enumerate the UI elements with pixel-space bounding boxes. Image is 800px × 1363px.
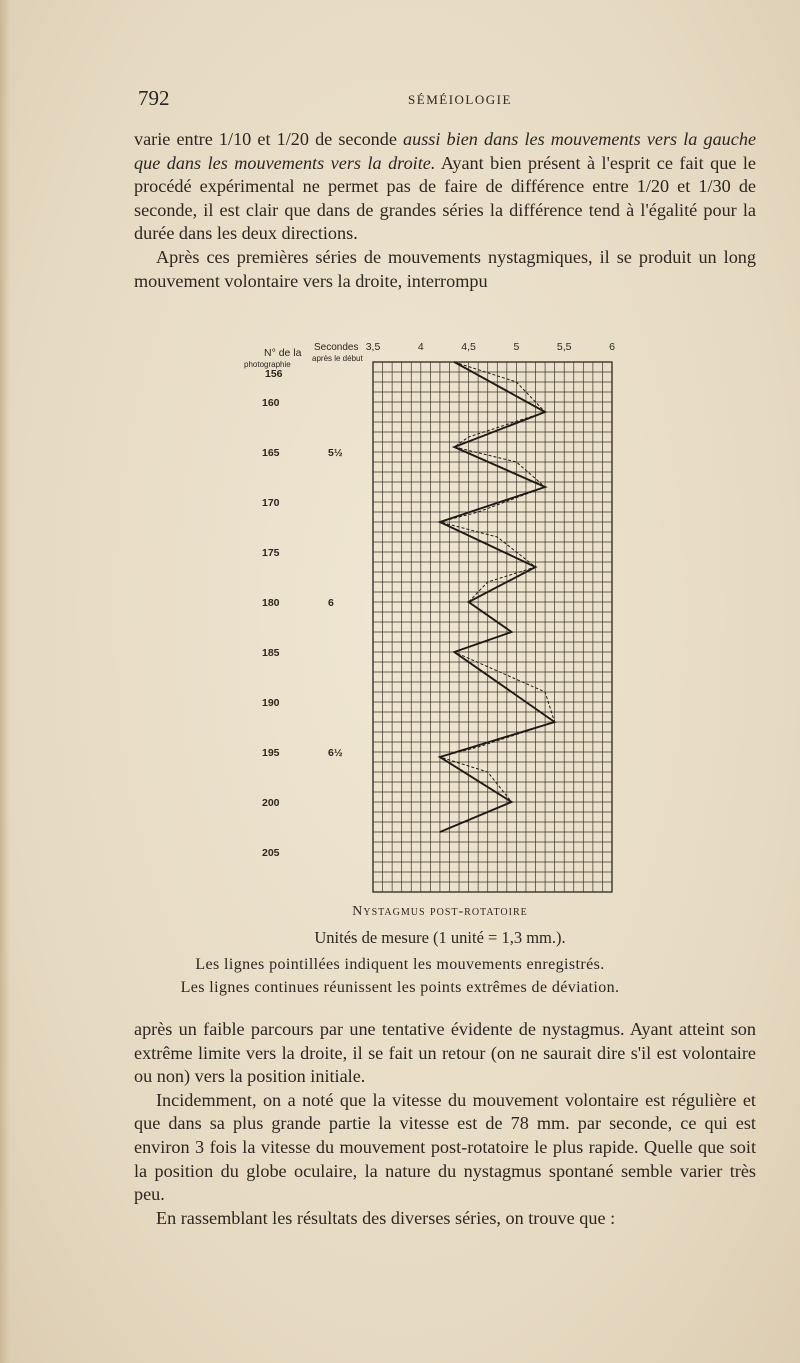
running-head: SÉMÉIOLOGIE <box>408 92 512 107</box>
top-text-l2a: vers la gauche que dans les mouvements vers la droite. <box>134 129 757 173</box>
time-mark-label: 5½ <box>328 447 343 459</box>
top-text-l1a: varie entre 1/10 et 1/20 de seconde <box>134 129 404 149</box>
y-header-line-2: photographie <box>244 360 291 369</box>
x-tick-label: 3,5 <box>365 341 381 353</box>
nystagmus-chart <box>240 340 640 898</box>
x-tick-label: 6 <box>609 341 615 353</box>
time-mark-labels <box>328 447 343 759</box>
page-edge <box>0 0 10 1363</box>
x-header-line-2: après le début <box>312 354 363 363</box>
y-tick-label: 165 <box>262 447 280 459</box>
y-tick-label: 170 <box>262 497 280 509</box>
y-tick-label: 195 <box>262 747 280 759</box>
chart-grid <box>373 362 612 892</box>
x-tick-labels <box>366 341 615 353</box>
y-tick-label: 175 <box>262 547 280 559</box>
y-tick-label: 160 <box>262 397 280 409</box>
bottom-paragraph-2: Incidemment, on a noté que la vitesse du mouvement volontaire est régulière et que dans sa plus grande partie la vitesse est de 78 mm. par seconde, ce qui est environ 3 fois la vitesse du mouvement post-rotatoire le plus rapide. Quelle que soit la position du globe oculaire, la nature du nystagmus spontané semble varier très peu. <box>134 1089 756 1205</box>
x-tick-label: 4,5 <box>461 341 476 353</box>
y-tick-label: 180 <box>262 597 280 609</box>
top-paragraph-2: Après ces premières séries de mouvements nystagmiques, il se produit un long mouvement volontaire vers la droite, interrompu <box>134 246 756 291</box>
x-tick-label: 5 <box>513 341 520 353</box>
y-tick-label: 200 <box>262 797 280 809</box>
y-tick-label: 190 <box>262 697 280 709</box>
y-tick-label: 156 <box>265 368 283 380</box>
y-tick-label: 185 <box>262 647 280 659</box>
figure-note-dotted: Les lignes pointillées indiquent les mouvements enregistrés. <box>195 956 605 973</box>
bottom-paragraph-1: après un faible parcours par une tentative évidente de nystagmus. Ayant atteint son extrême limite vers la droite, il se fait un retour (on ne saurait dire s'il est volontaire ou non) vers la position initiale. <box>134 1019 756 1087</box>
page-number: 792 <box>138 86 170 110</box>
x-tick-label: 4 <box>417 341 424 353</box>
bottom-paragraph-3: En rassemblant les résultats des diverses séries, on trouve que : <box>156 1207 616 1228</box>
figure-units: Unités de mesure (1 unité = 1,3 mm.). <box>314 928 566 947</box>
y-tick-label: 205 <box>262 847 280 859</box>
top-paragraph <box>134 128 756 293</box>
figure-note-continuous: Les lignes continues réunissent les points extrêmes de déviation. <box>180 979 620 996</box>
x-tick-label: 5,5 <box>556 341 572 353</box>
top-text-l1b: aussi bien dans les mouvements <box>403 129 641 149</box>
top-text-l2b: Ayant bien <box>435 152 522 173</box>
time-mark-label: 6 <box>328 597 334 609</box>
top-text-rest: présent à l'esprit ce fait que le procédé expérimental ne permet pas de faire de différence entre 1/20 et 1/30 de seconde, il est clair que dans de grandes séries la différence tend à l'égalité pour la durée dans les deux directions. <box>134 152 757 244</box>
figure-title: Nystagmus post-rotatoire <box>352 904 528 919</box>
y-header-line-1: N° de la <box>264 347 302 359</box>
bottom-paragraphs <box>134 1018 756 1230</box>
y-tick-labels <box>262 368 283 859</box>
grid-frame <box>373 362 612 892</box>
x-header-line-1: Secondes <box>314 342 359 353</box>
time-mark-label: 6½ <box>328 747 343 759</box>
